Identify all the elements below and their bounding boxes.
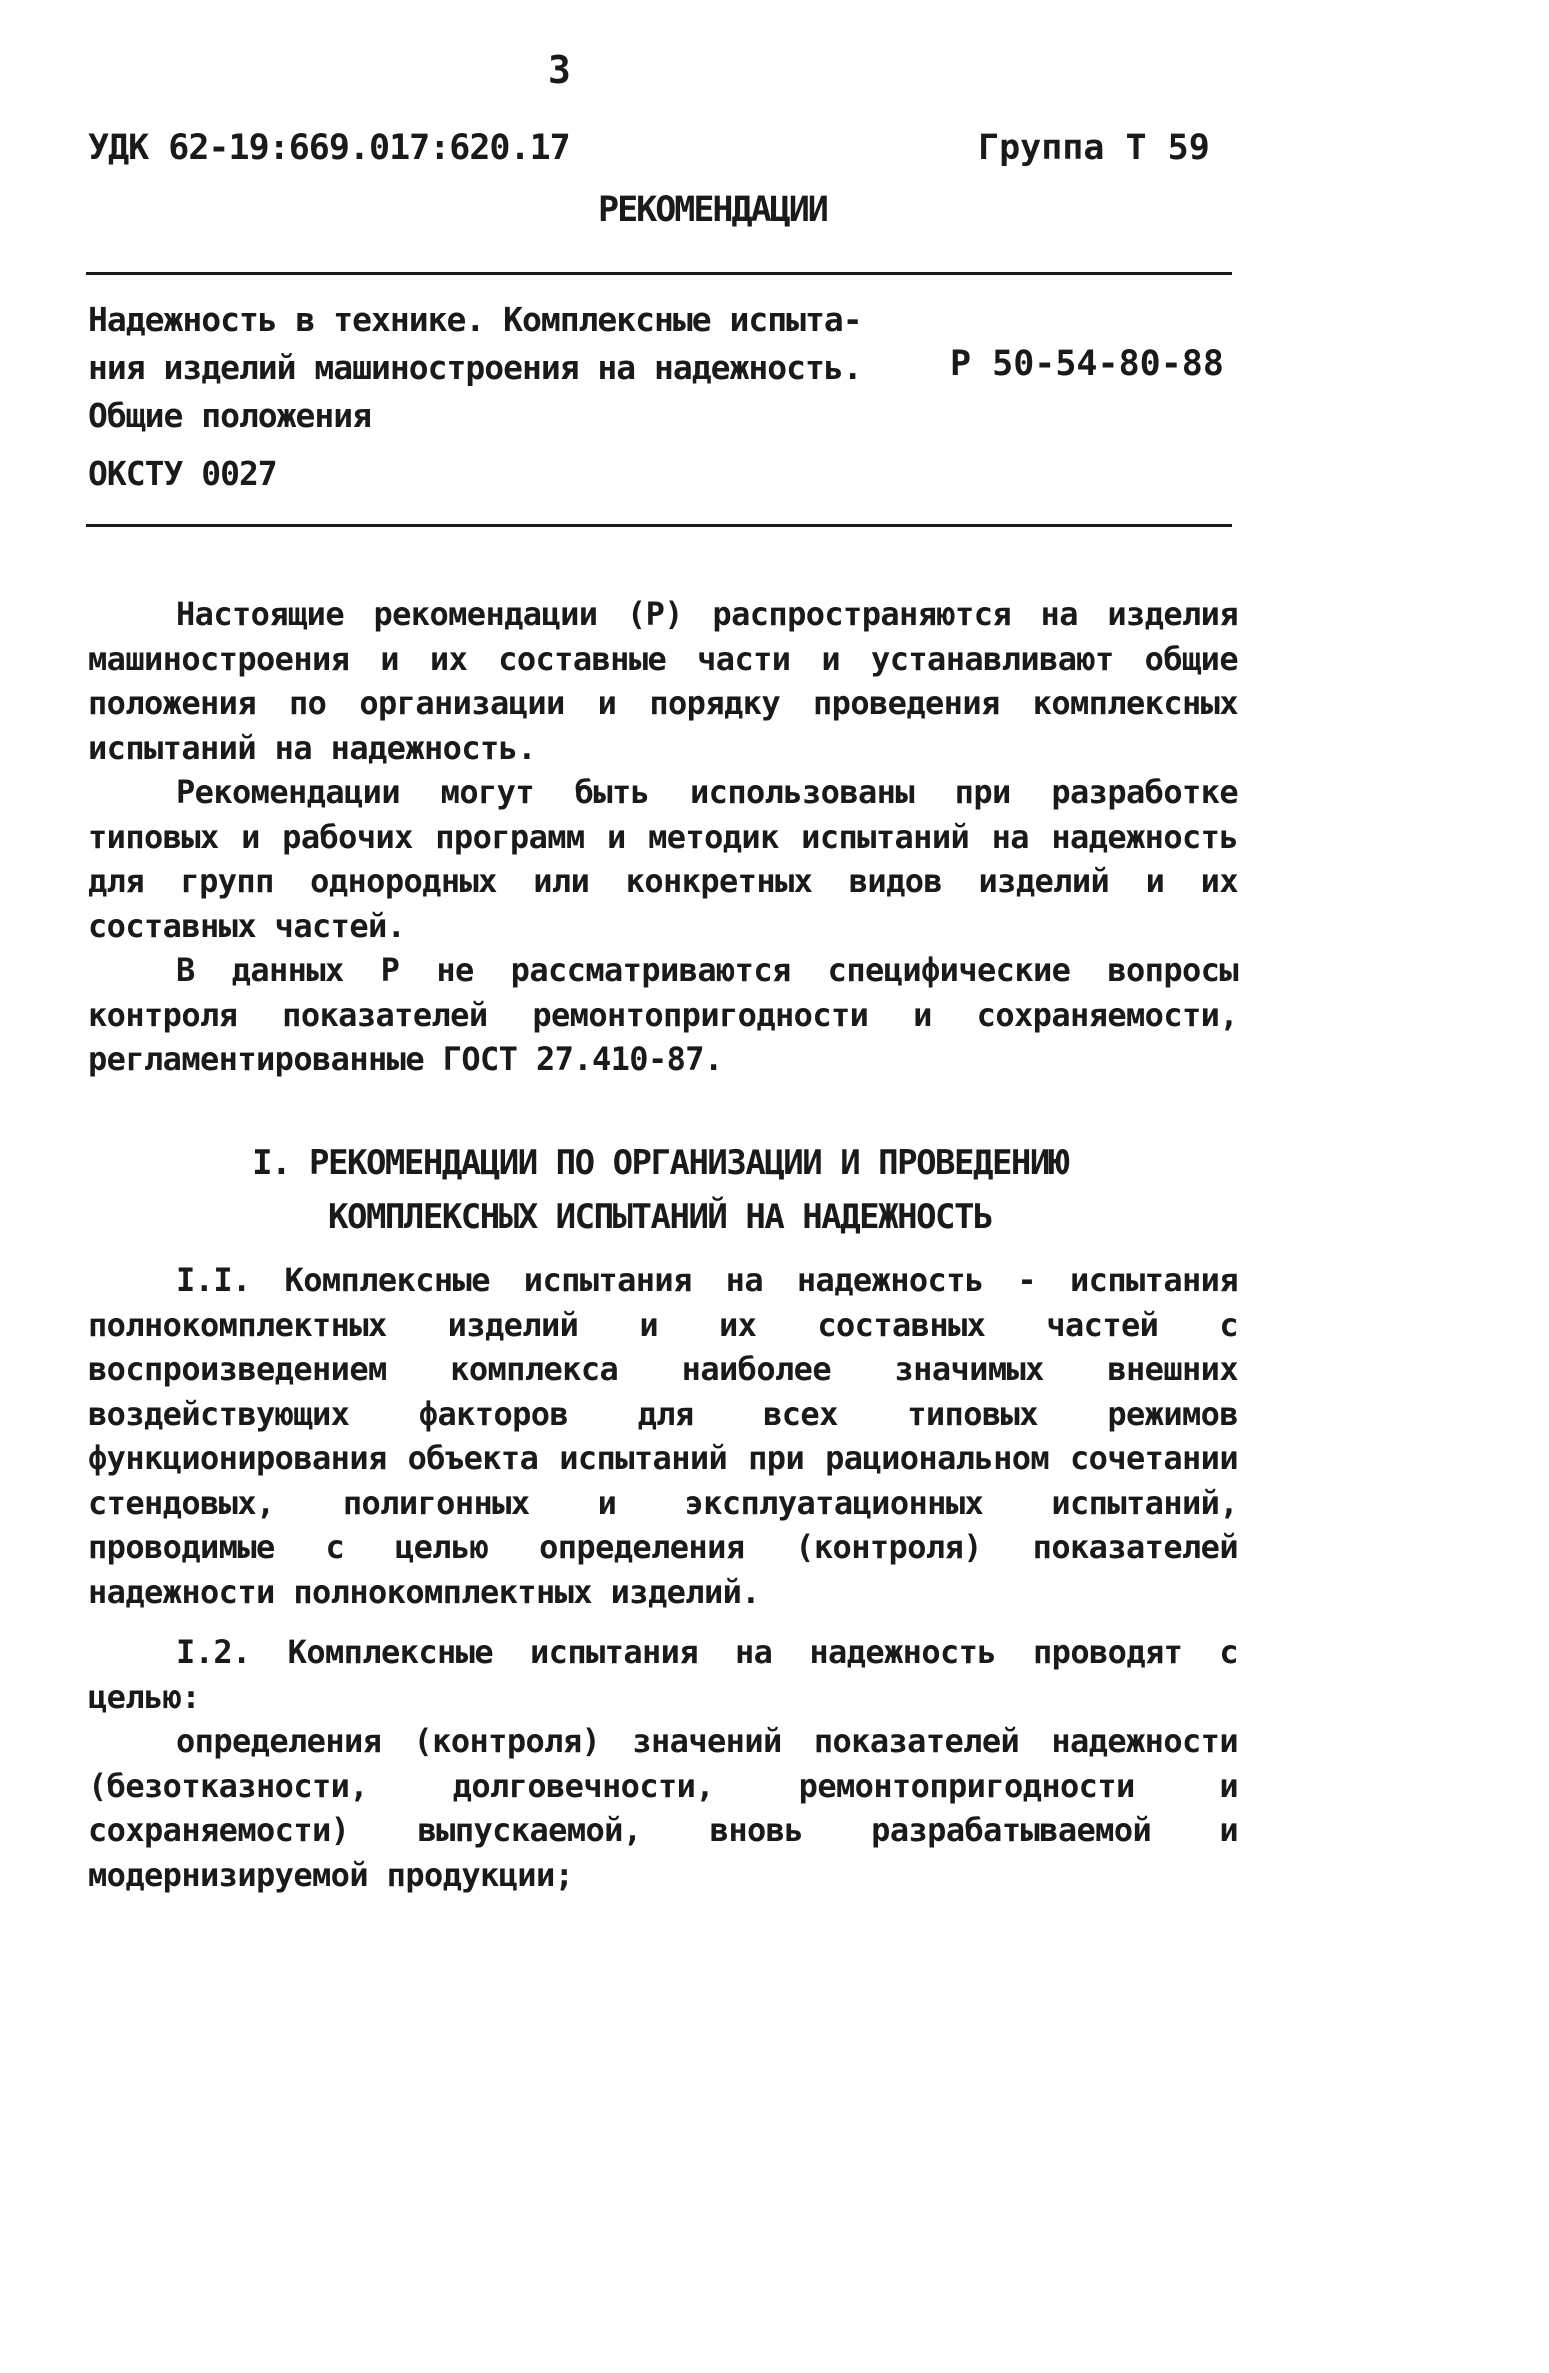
title-line: Надежность в технике. Комплексные испыта- bbox=[88, 300, 862, 339]
section-heading-line: КОМПЛЕКСНЫХ ИСПЫТАНИЙ НА НАДЕЖНОСТЬ bbox=[328, 1197, 992, 1237]
udk-code: УДК 62-19:669.017:620.17 bbox=[88, 128, 570, 168]
intro-paragraph: В данных Р не рассматриваются специфические вопросы контроля показателей ремонтопригодности и сохраняемости, регламентированные ГОСТ 27.410-87. bbox=[88, 951, 1238, 1078]
document-designation: Р 50-54-80-88 bbox=[950, 344, 1224, 384]
group-code: Группа Т 59 bbox=[978, 128, 1210, 168]
section-body bbox=[88, 1258, 1238, 1913]
page-number: 3 bbox=[548, 48, 571, 92]
document-type: РЕКОМЕНДАЦИИ bbox=[598, 190, 827, 230]
intro-section bbox=[88, 592, 1238, 1082]
title-line: ния изделий машиностроения на надежность. bbox=[88, 348, 862, 387]
top-divider bbox=[86, 272, 1232, 275]
title-line: Общие положения bbox=[88, 396, 372, 435]
document-title bbox=[88, 296, 868, 440]
clause-1-2: I.2. Комплексные испытания на надежность проводят с целью: bbox=[88, 1633, 1238, 1716]
section-heading bbox=[100, 1136, 1220, 1244]
clause-1-1: I.I. Комплексные испытания на надежность - испытания полнокомплектных изделий и их составных частей с воспроизведением комплекса наиболее значимых внешних воздействующих факторов для всех типовых режимов функционирования объекта испытаний при рациональном сочетании стендовых, полигонных и эксплуатационных испытаний, проводимые с целью определения (контроля) показателей надежности полнокомплектных изделий. bbox=[88, 1261, 1238, 1611]
section-heading-line: I. РЕКОМЕНДАЦИИ ПО ОРГАНИЗАЦИИ И ПРОВЕДЕНИЮ bbox=[252, 1143, 1068, 1183]
intro-paragraph: Настоящие рекомендации (Р) распространяются на изделия машиностроения и их составные части и устанавливают общие положения по организации и порядку проведения комплексных испытаний на надежность. bbox=[88, 595, 1238, 767]
clause-1-2-item: определения (контроля) значений показателей надежности (безотказности, долговечности, ремонтопригодности и сохраняемости) выпускаемой, вновь разрабатываемой и модернизируемой продукции; bbox=[88, 1722, 1238, 1894]
intro-paragraph: Рекомендации могут быть использованы при разработке типовых и рабочих программ и методик испытаний на надежность для групп однородных или конкретных видов изделий и их составных частей. bbox=[88, 773, 1238, 945]
bottom-divider bbox=[86, 524, 1232, 527]
oksty-code: ОКСТУ 0027 bbox=[88, 454, 277, 493]
